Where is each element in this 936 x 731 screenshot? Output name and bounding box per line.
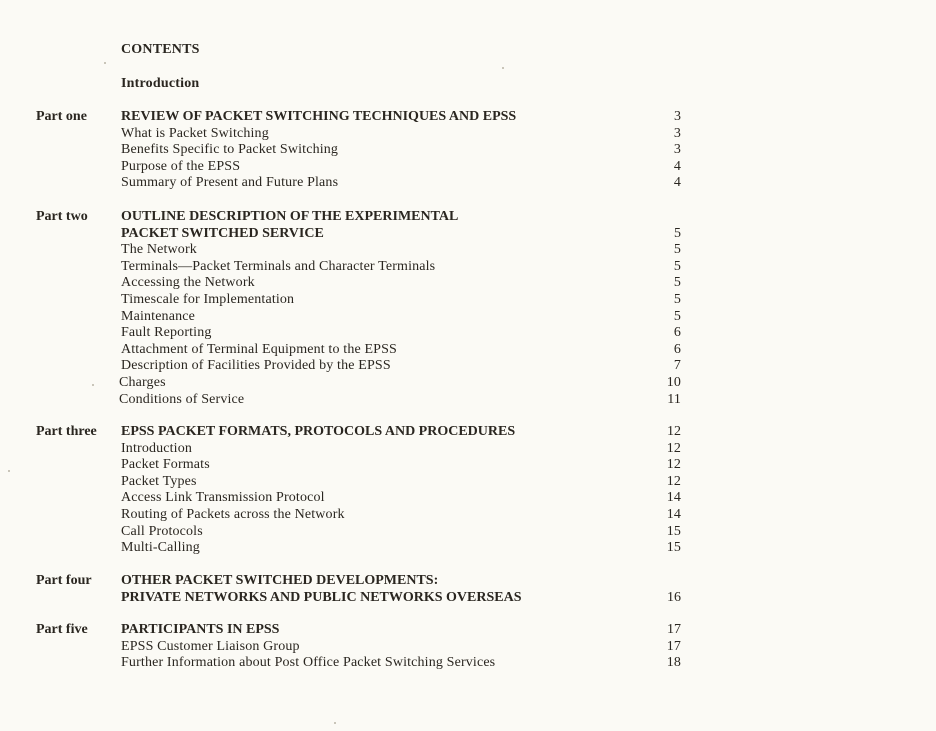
page-number: 14 bbox=[666, 506, 681, 522]
section-title-row bbox=[121, 109, 681, 126]
part-entries bbox=[119, 209, 681, 408]
contents-entry bbox=[119, 374, 681, 392]
contents-entry bbox=[121, 258, 681, 276]
part-entries bbox=[121, 109, 681, 192]
part-entries bbox=[121, 424, 681, 557]
entry-title: Multi-Calling bbox=[121, 540, 200, 556]
contents-entry bbox=[121, 242, 681, 259]
page-number: 12 bbox=[667, 424, 681, 439]
section-title-row bbox=[121, 589, 681, 607]
page-number: 3 bbox=[674, 109, 681, 124]
entry-title: Description of Facilities Provided by the EPSS bbox=[121, 358, 391, 374]
entry-title: Terminals—Packet Terminals and Character Terminals bbox=[121, 258, 436, 274]
section-title-row bbox=[121, 424, 681, 441]
contents-entry bbox=[121, 540, 681, 557]
section-title-row bbox=[121, 225, 681, 243]
section-title: OTHER PACKET SWITCHED DEVELOPMENTS: bbox=[121, 573, 439, 588]
contents-entry bbox=[121, 523, 681, 541]
entry-title: Accessing the Network bbox=[121, 275, 255, 291]
page-number: 3 bbox=[673, 142, 681, 158]
part-label: Part one bbox=[36, 109, 87, 124]
contents-entry bbox=[121, 638, 681, 656]
page-number: 5 bbox=[673, 242, 681, 258]
page-number: 5 bbox=[674, 225, 681, 241]
page-number: 5 bbox=[673, 275, 681, 291]
page-number: 5 bbox=[673, 291, 681, 307]
entry-title: Purpose of the EPSS bbox=[121, 158, 241, 174]
section-title: REVIEW OF PACKET SWITCHING TECHNIQUES AND EPSS bbox=[121, 109, 517, 124]
entry-title: EPSS Customer Liaison Group bbox=[121, 638, 300, 654]
section-title: EPSS PACKET FORMATS, PROTOCOLS AND PROCEDURES bbox=[121, 424, 516, 439]
page-number: 12 bbox=[666, 457, 681, 473]
section-title-row bbox=[121, 573, 641, 590]
section-title-row bbox=[121, 209, 641, 226]
page-number: 4 bbox=[673, 175, 681, 191]
paper-speck bbox=[104, 62, 106, 64]
section-title-row bbox=[121, 622, 681, 639]
part-label: Part three bbox=[36, 424, 97, 439]
contents-entry bbox=[121, 457, 681, 474]
page-number: 16 bbox=[667, 589, 681, 605]
section-title: PACKET SWITCHED SERVICE bbox=[121, 225, 324, 241]
contents-entry bbox=[121, 125, 681, 143]
contents-entry bbox=[119, 391, 681, 409]
section-title: PRIVATE NETWORKS AND PUBLIC NETWORKS OVERSEAS bbox=[121, 589, 522, 605]
paper-speck bbox=[334, 722, 336, 724]
contents-entry bbox=[121, 291, 681, 309]
contents-entry bbox=[121, 506, 681, 524]
page-number: 4 bbox=[673, 158, 681, 174]
contents-entry bbox=[121, 440, 681, 458]
contents-entry bbox=[121, 275, 681, 292]
contents-entry bbox=[121, 142, 681, 159]
contents-entry bbox=[121, 158, 681, 176]
entry-title: What is Packet Switching bbox=[121, 125, 269, 141]
entry-title: Summary of Present and Future Plans bbox=[121, 175, 339, 191]
part-entries bbox=[121, 573, 681, 606]
page-number: 3 bbox=[673, 125, 681, 141]
paper-speck bbox=[8, 470, 10, 472]
entry-title: Charges bbox=[119, 374, 166, 390]
entry-title: Benefits Specific to Packet Switching bbox=[121, 142, 339, 158]
entry-title: Routing of Packets across the Network bbox=[121, 506, 345, 522]
page-number: 5 bbox=[673, 308, 681, 324]
contents-entry bbox=[121, 325, 681, 342]
entry-title: Timescale for Implementation bbox=[121, 291, 295, 307]
page-number: 10 bbox=[666, 374, 681, 390]
page-number: 18 bbox=[666, 655, 681, 671]
page-number: 15 bbox=[666, 540, 681, 556]
part-entries bbox=[121, 622, 681, 672]
section-title: OUTLINE DESCRIPTION OF THE EXPERIMENTAL bbox=[121, 209, 459, 224]
contents-entry bbox=[121, 175, 681, 192]
contents-entry bbox=[121, 308, 681, 326]
entry-title: Attachment of Terminal Equipment to the EPSS bbox=[121, 341, 397, 357]
page-number: 12 bbox=[666, 440, 681, 456]
entry-title: Packet Types bbox=[121, 473, 197, 489]
page-number: 5 bbox=[673, 258, 681, 274]
entry-title: Introduction bbox=[121, 440, 193, 456]
page-number: 14 bbox=[666, 490, 681, 506]
page-number: 17 bbox=[666, 638, 681, 654]
page-number: 7 bbox=[673, 358, 681, 374]
contents-entry bbox=[121, 358, 681, 375]
contents-entry bbox=[121, 655, 681, 672]
entry-title: The Network bbox=[121, 242, 197, 258]
entry-title: Packet Formats bbox=[121, 457, 210, 473]
page-number: 11 bbox=[667, 391, 681, 407]
paper-speck bbox=[92, 384, 94, 386]
entry-title: Further Information about Post Office Packet Switching Services bbox=[121, 655, 496, 671]
contents-entry bbox=[121, 490, 681, 507]
page-number: 15 bbox=[666, 523, 681, 539]
entry-title: Call Protocols bbox=[121, 523, 203, 539]
part-label: Part five bbox=[36, 622, 88, 637]
page-number: 17 bbox=[667, 622, 681, 637]
contents-heading: CONTENTS bbox=[121, 42, 200, 57]
section-title: PARTICIPANTS IN EPSS bbox=[121, 622, 280, 637]
page-number: 6 bbox=[673, 341, 681, 357]
entry-title: Conditions of Service bbox=[119, 391, 245, 407]
part-label: Part four bbox=[36, 573, 92, 588]
introduction-heading: Introduction bbox=[121, 76, 200, 91]
contents-entry bbox=[121, 473, 681, 491]
entry-title: Maintenance bbox=[121, 308, 195, 324]
entry-title: Fault Reporting bbox=[121, 325, 212, 341]
entry-title: Access Link Transmission Protocol bbox=[121, 490, 325, 506]
contents-entry bbox=[121, 341, 681, 359]
paper-speck bbox=[502, 67, 504, 69]
page-number: 6 bbox=[673, 325, 681, 341]
part-label: Part two bbox=[36, 209, 88, 224]
page-number: 12 bbox=[666, 473, 681, 489]
